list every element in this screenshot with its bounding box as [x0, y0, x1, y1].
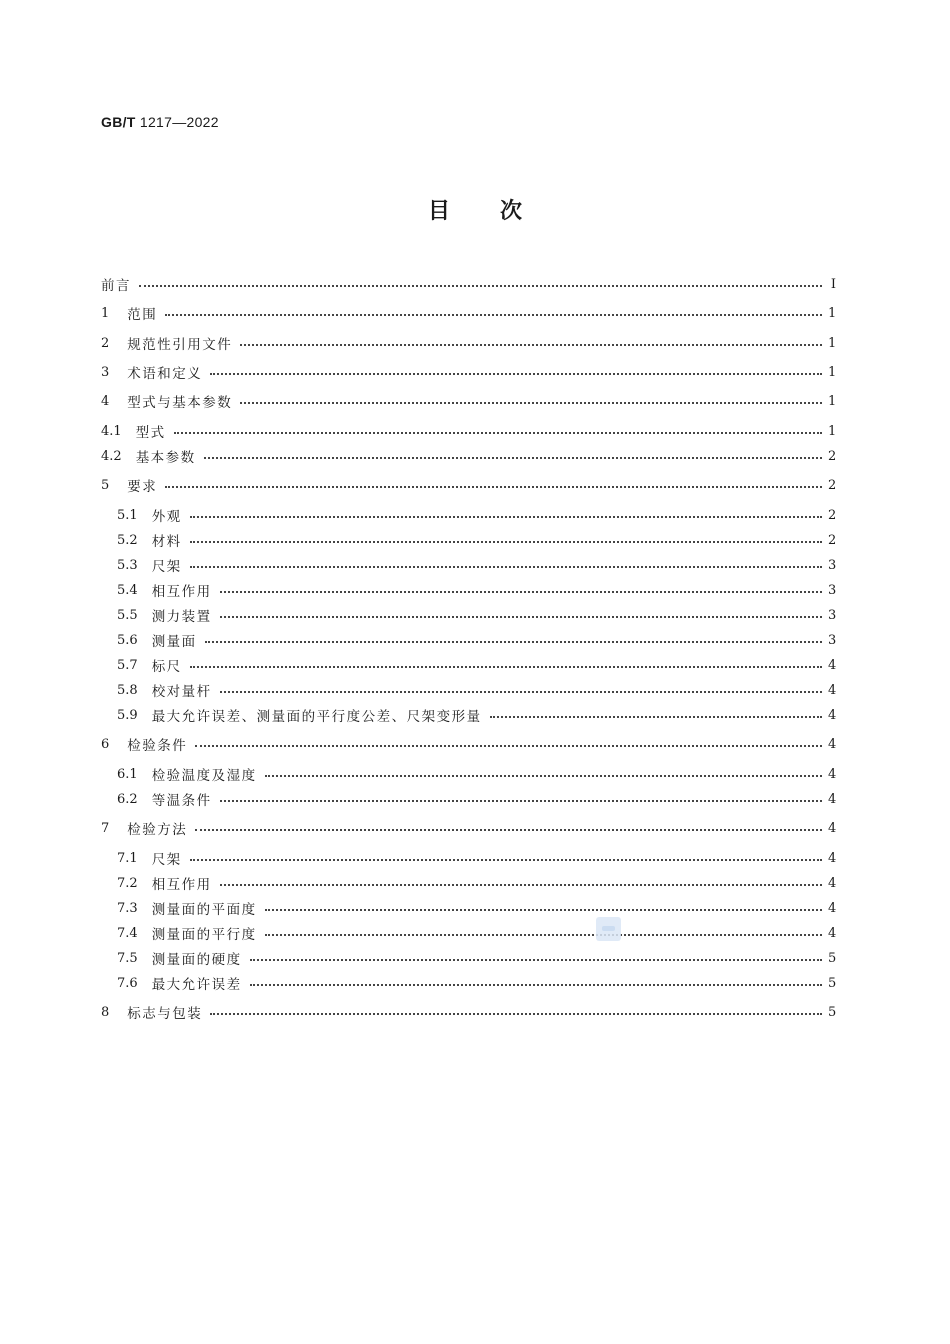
toc-entry-label: 范围 — [127, 307, 158, 323]
toc-leader-dots — [165, 314, 822, 316]
toc-entry[interactable] — [117, 530, 836, 550]
toc-entry-number: 5.4 — [117, 582, 138, 598]
toc-entry[interactable] — [117, 505, 836, 525]
toc-entry-page: 5 — [828, 975, 837, 991]
toc-entry-label: 术语和定义 — [127, 366, 203, 382]
toc-leader-dots — [220, 800, 822, 802]
toc-leader-dots — [220, 691, 822, 693]
toc-entry-number: 5.1 — [117, 507, 138, 523]
toc-entry-label: 材料 — [151, 534, 182, 550]
watermark-logo-icon — [596, 917, 621, 941]
toc-entry[interactable] — [117, 789, 836, 809]
toc-entry-number: 6.1 — [117, 766, 138, 782]
toc-leader-dots — [250, 984, 822, 986]
toc-entry[interactable] — [101, 274, 836, 294]
toc-entry-label: 等温条件 — [151, 793, 212, 809]
toc-entry-number: 7.1 — [117, 850, 138, 866]
toc-entry-page: 3 — [828, 557, 837, 573]
toc-leader-dots — [190, 516, 822, 518]
toc-entry-label: 型式 — [135, 425, 166, 441]
toc-leader-dots — [190, 541, 822, 543]
toc-entry-label: 测量面的平行度 — [151, 927, 257, 943]
toc-entry-label: 检验条件 — [127, 738, 188, 754]
toc-entry[interactable] — [117, 630, 836, 650]
toc-leader-dots — [190, 566, 822, 568]
toc-entry-page: 2 — [828, 477, 837, 493]
page-title: 目次 — [427, 199, 572, 224]
toc-entry-page: 5 — [828, 950, 837, 966]
toc-entry[interactable] — [117, 764, 836, 784]
toc-leader-dots — [205, 641, 822, 643]
toc-entry-label: 基本参数 — [135, 450, 196, 466]
toc-entry-number: 1 — [101, 305, 110, 321]
toc-entry-number: 5.5 — [117, 607, 138, 623]
toc-entry-number: 4 — [101, 393, 110, 409]
toc-entry-number: 7.3 — [117, 900, 138, 916]
toc-entry-page: 2 — [828, 507, 837, 523]
toc-entry[interactable] — [117, 605, 836, 625]
toc-entry-number: 5.7 — [117, 657, 138, 673]
toc-entry-label: 检验温度及湿度 — [151, 768, 257, 784]
toc-entry-page: 5 — [828, 1004, 837, 1020]
toc-leader-dots — [190, 666, 822, 668]
toc-entry[interactable] — [117, 873, 836, 893]
toc-entry-page: 3 — [828, 632, 837, 648]
toc-entry-label: 最大允许误差 — [151, 977, 242, 993]
toc-entry-label: 测量面的硬度 — [151, 952, 242, 968]
toc-entry-label: 相互作用 — [151, 584, 212, 600]
toc-entry-number: 3 — [101, 364, 110, 380]
toc-entry-page: 2 — [828, 532, 837, 548]
toc-entry-label: 最大允许误差、测量面的平行度公差、尺架变形量 — [151, 709, 482, 725]
toc-entry-page: 2 — [828, 448, 837, 464]
toc-entry[interactable] — [101, 734, 836, 754]
toc-leader-dots — [210, 1013, 822, 1015]
toc-entry-label: 型式与基本参数 — [127, 395, 233, 411]
toc-leader-dots — [220, 591, 822, 593]
toc-leader-dots — [204, 457, 822, 459]
toc-entry-label: 规范性引用文件 — [127, 337, 233, 353]
toc-entry-page: 4 — [828, 766, 837, 782]
toc-entry[interactable] — [117, 680, 836, 700]
toc-entry-label: 校对量杆 — [151, 684, 212, 700]
toc-leader-dots — [250, 959, 822, 961]
toc-entry[interactable] — [101, 475, 836, 495]
toc-entry-number: 4.2 — [101, 448, 122, 464]
toc-entry-page: 1 — [828, 423, 837, 439]
toc-entry[interactable] — [101, 446, 836, 466]
toc-leader-dots — [240, 344, 822, 346]
toc-entry-page: 4 — [828, 791, 837, 807]
toc-entry-label: 相互作用 — [151, 877, 212, 893]
toc-entry[interactable] — [101, 303, 836, 323]
toc-entry-number: 5 — [101, 477, 110, 493]
standard-code-number: 1217—2022 — [139, 114, 219, 130]
toc-leader-dots — [220, 884, 822, 886]
toc-leader-dots — [240, 402, 822, 404]
toc-entry-page: 1 — [828, 364, 837, 380]
toc-entry[interactable] — [101, 1002, 836, 1022]
toc-entry-page: 4 — [828, 657, 837, 673]
toc-entry-label: 标尺 — [151, 659, 182, 675]
toc-entry-number: 5.6 — [117, 632, 138, 648]
toc-entry[interactable] — [117, 555, 836, 575]
toc-entry-page: Ⅰ — [830, 276, 836, 292]
toc-entry[interactable] — [101, 362, 836, 382]
toc-entry-number: 7 — [101, 820, 110, 836]
toc-leader-dots — [174, 432, 822, 434]
toc-leader-dots — [139, 285, 822, 287]
toc-entry-page: 4 — [828, 682, 837, 698]
toc-entry-page: 4 — [828, 707, 837, 723]
toc-leader-dots — [220, 616, 822, 618]
toc-entry[interactable] — [117, 705, 836, 725]
toc-entry-number: 5.8 — [117, 682, 138, 698]
toc-entry-label: 外观 — [151, 509, 182, 525]
standard-code — [101, 114, 219, 130]
toc-entry-page: 4 — [828, 875, 837, 891]
toc-entry-number: 6 — [101, 736, 110, 752]
toc-leader-dots — [195, 829, 822, 831]
toc-entry-page: 4 — [828, 850, 837, 866]
toc-leader-dots — [190, 859, 822, 861]
toc-entry[interactable] — [101, 818, 836, 838]
toc-entry-label: 尺架 — [151, 559, 182, 575]
toc-entry-label: 标志与包装 — [127, 1006, 203, 1022]
toc-entry-number: 2 — [101, 335, 110, 351]
toc-entry-number: 7.2 — [117, 875, 138, 891]
toc-entry-page: 3 — [828, 582, 837, 598]
toc-leader-dots — [210, 373, 822, 375]
toc-entry-page: 4 — [828, 925, 837, 941]
toc-entry-label: 前言 — [101, 278, 131, 294]
toc-entry[interactable] — [117, 898, 836, 918]
toc-entry-page: 3 — [828, 607, 837, 623]
toc-entry-number: 6.2 — [117, 791, 138, 807]
toc-entry-label: 要求 — [127, 479, 158, 495]
toc-entry[interactable] — [101, 421, 836, 441]
toc-entry-label: 测量面的平面度 — [151, 902, 257, 918]
toc-entry[interactable] — [117, 580, 836, 600]
toc-entry[interactable] — [117, 948, 836, 968]
toc-entry-label: 测量面 — [151, 634, 197, 650]
toc-entry-number: 7.6 — [117, 975, 138, 991]
toc-entry-number: 7.4 — [117, 925, 138, 941]
toc-leader-dots — [195, 745, 822, 747]
toc-entry[interactable] — [117, 848, 836, 868]
toc-entry[interactable] — [101, 333, 836, 353]
toc-entry-number: 5.2 — [117, 532, 138, 548]
toc-entry-page: 1 — [828, 305, 837, 321]
toc-entry[interactable] — [117, 923, 836, 943]
standard-code-prefix: GB/T — [101, 114, 136, 130]
toc-leader-dots — [490, 716, 822, 718]
toc-entry-label: 测力装置 — [151, 609, 212, 625]
toc-leader-dots — [265, 909, 822, 911]
toc-entry-page: 1 — [828, 393, 837, 409]
toc-entry-number: 7.5 — [117, 950, 138, 966]
toc-leader-dots — [265, 775, 822, 777]
toc-leader-dots — [165, 486, 822, 488]
toc-entry-page: 4 — [828, 736, 837, 752]
toc-entry-page: 4 — [828, 900, 837, 916]
toc-entry-page: 1 — [828, 335, 837, 351]
toc-entry-page: 4 — [828, 820, 837, 836]
toc-leader-dots — [265, 934, 822, 936]
toc-entry-number: 5.9 — [117, 707, 138, 723]
toc-entry-number: 8 — [101, 1004, 110, 1020]
toc-entry[interactable] — [117, 973, 836, 993]
toc-entry-number: 5.3 — [117, 557, 138, 573]
toc-entry-label: 尺架 — [151, 852, 182, 868]
toc-entry-number: 4.1 — [101, 423, 122, 439]
toc-entry[interactable] — [101, 391, 836, 411]
toc-entry[interactable] — [117, 655, 836, 675]
toc-entry-label: 检验方法 — [127, 822, 188, 838]
